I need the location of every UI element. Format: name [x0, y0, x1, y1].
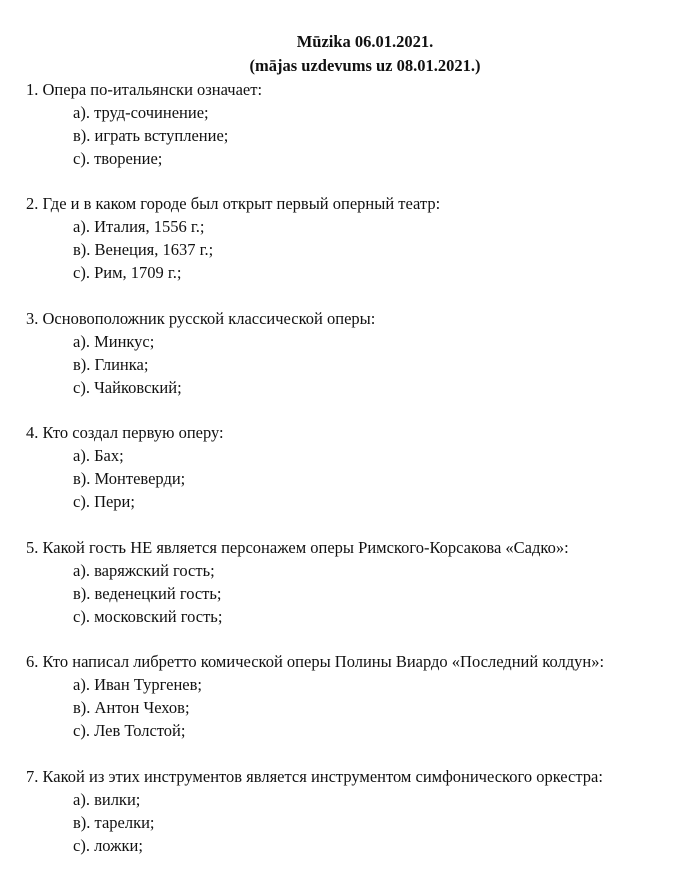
answer-option-b: в). Монтеверди;: [73, 469, 186, 488]
answer-option-c: с). московский гость;: [73, 607, 223, 626]
answer-option-c: с). Чайковский;: [73, 378, 182, 397]
question-text: 6. Кто написал либретто комической оперы Полины Виардо «Последний колдун»:: [26, 652, 605, 671]
question-text: 5. Какой гость НЕ является персонажем оперы Римского-Корсакова «Садко»:: [26, 538, 569, 557]
answer-option-b: в). Антон Чехов;: [73, 698, 190, 717]
question-text: 7. Какой из этих инструментов является инструментом симфонического оркестра:: [26, 767, 603, 786]
question-text: 4. Кто создал первую оперу:: [26, 423, 224, 442]
answer-option-a: а). Италия, 1556 г.;: [73, 217, 205, 236]
page-subtitle: (mājas uzdevums uz 08.01.2021.): [249, 56, 481, 75]
answer-option-b: в). тарелки;: [73, 813, 155, 832]
question-7: [26, 765, 689, 857]
answer-option-a: а). вилки;: [73, 790, 141, 809]
question-6: [26, 650, 689, 742]
question-text: 3. Основоположник русской классической оперы:: [26, 309, 376, 328]
question-5: [26, 536, 689, 628]
answer-option-c: с). Рим, 1709 г.;: [73, 263, 182, 282]
answer-option-c: с). творение;: [73, 149, 163, 168]
answer-option-a: а). Минкус;: [73, 332, 155, 351]
page-title: Mūzika 06.01.2021.: [296, 32, 434, 51]
answer-option-a: а). труд-сочинение;: [73, 103, 209, 122]
answer-option-c: с). Пери;: [73, 492, 135, 511]
answer-option-a: а). варяжский гость;: [73, 561, 215, 580]
question-text: 2. Где и в каком городе был открыт первый оперный театр:: [26, 194, 441, 213]
answer-option-a: а). Иван Тургенев;: [73, 675, 202, 694]
question-text: 1. Опера по-итальянски означает:: [26, 80, 263, 99]
answer-option-c: с). ложки;: [73, 836, 143, 855]
answer-option-c: с). Лев Толстой;: [73, 721, 186, 740]
answer-option-b: в). Венеция, 1637 г.;: [73, 240, 214, 259]
question-1: [26, 78, 689, 170]
answer-option-b: в). играть вступление;: [73, 126, 229, 145]
answer-option-b: в). веденецкий гость;: [73, 584, 222, 603]
answer-option-a: а). Бах;: [73, 446, 124, 465]
question-4: [26, 421, 689, 513]
document-header: [0, 30, 699, 78]
question-2: [26, 192, 689, 284]
question-3: [26, 307, 689, 399]
answer-option-b: в). Глинка;: [73, 355, 149, 374]
